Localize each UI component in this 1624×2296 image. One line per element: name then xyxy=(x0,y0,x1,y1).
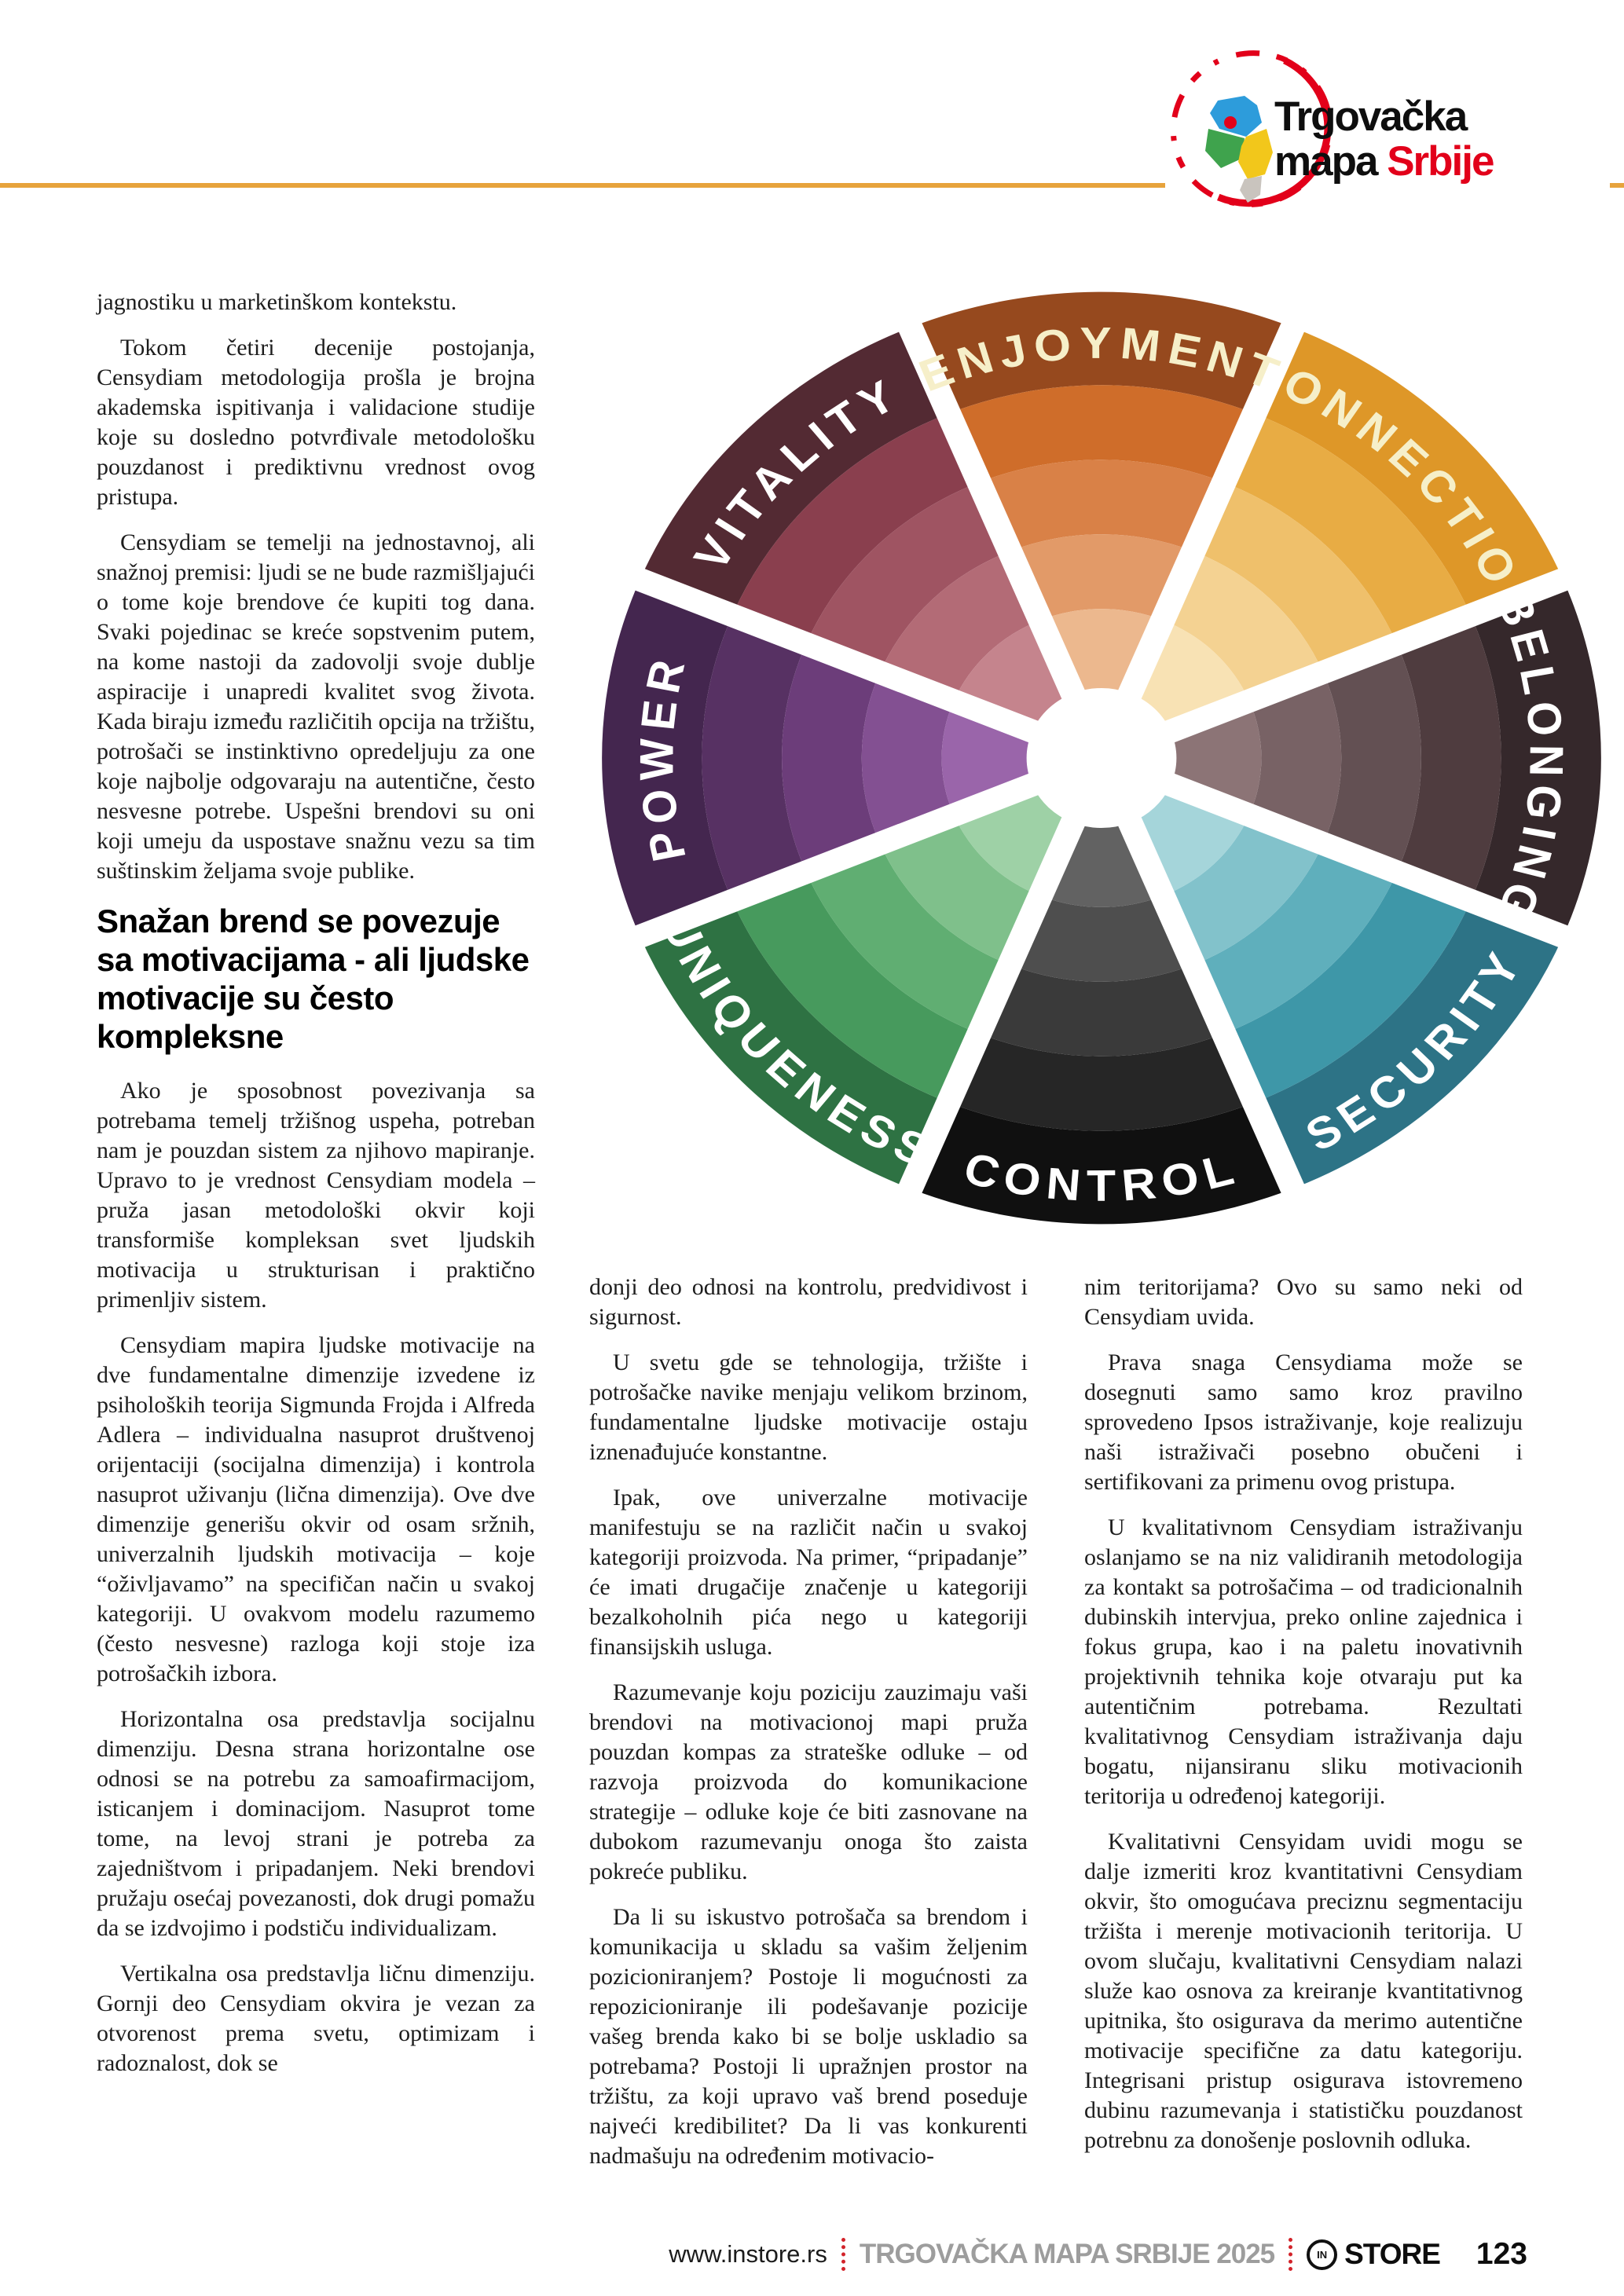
trgovacka-mapa-srbije-logo xyxy=(1169,28,1622,220)
article-paragraph: nim teritorijama? Ovo su samo neki od Censydiam uvida. xyxy=(1084,1274,1523,1330)
logo-line2-black: mapa xyxy=(1274,138,1388,185)
article-paragraph: Censydiam mapira ljudske motivacije na dve fundamentalne dimenzije izvedene iz psiholoških teorija Sigmunda Frojda i Alfreda Adlera – individualna nasuprot društvenoj orijentaciji (socijalna dimenzija) i kontrola nasuprot uživanju (lična dimenzija). Ove dve dimenzije generišu okvir od osam sržnih, univerzalnih ljudskih motivacija – koje “oživljavamo” na specifičan način u svakoj kategoriji. U ovakvom modelu razumemo (često nesvesne) razloga koji stoje iza potrošačkih izbora. xyxy=(97,1332,535,1686)
article-paragraph: Da li su iskustvo potrošača sa brendom i komunikacija u skladu sa vašim željenim pozicioniranjem? Postoje li mogućnosti za repozicioniranje ili podešavanje pozicije vašeg brenda kako bi se bolje uskladio sa potrebama? Postoji li upražnjen prostor na tržištu, za koji upravo vaš brend poseduje najveći kredibilitet? Da li vas konkurenti nadmašuju na određenim motivacio- xyxy=(589,1904,1028,2169)
article-paragraph: Ipak, ove univerzalne motivacije manifestuju se na različit način u svakoj kategoriji proizvoda. Na primer, “pripadanje” će imati drugačije značenje u kategoriji bezalkoholnih pića nego u kategoriji finansijskih usluga. xyxy=(589,1485,1028,1660)
article-paragraph: Tokom četiri decenije postojanja, Censydiam metodologija prošla je brojna akademska ispitivanja i validacione studije koje su dosledno potvrđivale metodološku pouzdanost i prediktivnu vrednost ovog pristupa. xyxy=(97,335,535,510)
instore-brand-logo xyxy=(1307,2238,1440,2271)
wheel-hub xyxy=(1028,689,1175,827)
in-circle-icon: IN xyxy=(1307,2239,1337,2270)
article-paragraph: Prava snaga Censydiama može se dosegnuti samo samo kroz pravilno sprovedeno Ipsos istraživanje, koje realizuju naši istraživači posebno obučeni i sertifikovani za primenu ovog pristupa. xyxy=(1084,1349,1523,1495)
logo-line2-red: Srbije xyxy=(1387,138,1494,185)
article-column-right xyxy=(1084,1273,1523,2171)
footer-divider-icon xyxy=(841,2238,845,2271)
article-paragraph: Kvalitativni Censyidam uvidi mogu se dalje izmeriti kroz kvantitativni Censydiam okvir, što omogućava preciznu segmentaciju tržišta i merenje motivacionih teritorija. U ovom slučaju, kvalitativni Censydiam nalazi služe kao osnova za kreiranje kvantitativnog upitnika, što osigurava da merimo autentične motivacije specifične za datu kategoriju. Integrisani pristup osigurava istovremeno dubinu razumevanja i statističku pouzdanost potrebnu za donošenje poslovnih odluka. xyxy=(1084,1829,1523,2153)
header-rule xyxy=(0,183,1165,188)
article-column-middle xyxy=(589,1273,1028,2187)
article-paragraph: U svetu gde se tehnologija, tržište i potrošačke navike menjaju velikom brzinom, fundamentalne ljudske motivacije ostaju iznenađujuće konstantne. xyxy=(589,1349,1028,1465)
article-paragraph: Razumevanje koju poziciju zauzimaju vaši brendovi na motivacionoj mapi pruža pouzdan kompas za strateške odluke – od razvoja proizvoda do komunikacione strategije – odluke koje će biti zasnovane na dubokom razumevanju onoga što zaista pokreće publiku. xyxy=(589,1679,1028,1884)
censydiam-wheel-diagram xyxy=(572,264,1624,1252)
store-wordmark: STORE xyxy=(1344,2238,1440,2270)
article-paragraph: Vertikalna osa predstavlja ličnu dimenziju. Gornji deo Censydiam okvira je vezan za otvorenost prema svetu, optimizam i radoznalost, dok se xyxy=(97,1961,535,2076)
article-paragraph: Censydiam se temelji na jednostavnoj, ali snažnoj premisi: ljudi se ne bude razmišljajući o tome koje brendove će kupiti tog dana. Svaki pojedinac se kreće sopstvenim putem, na kome nastoji da zadovolji svoje dublje aspiracije i unapredi kvalitet svog života. Kada biraju između različitih opcija na tržištu, potrošači se instinktivno opredeljuju za one koje najbolje odgovaraju na autentične, često nesvesne potrebe. Uspešni brendovi su oni koji umeju da uspostave snažnu vezu sa tim suštinskim željama svoje publike. xyxy=(97,529,535,884)
logo-line1: Trgovačka xyxy=(1274,93,1467,140)
issue-title: TRGOVAČKA MAPA SRBIJE 2025 xyxy=(859,2239,1275,2269)
article-paragraph: Horizontalna osa predstavlja socijalnu dimenziju. Desna strana horizontalne ose odnosi se na potrebu za samoafirmacijom, isticanjem i dominacijom. Nasuprot tome tome, na levoj strani je potreba za zajedništvom i pripadanjem. Neki brendovi pružaju osećaj povezanosti, dok drugi pomažu da se izdvojimo i podstiču individualizam. xyxy=(97,1706,535,1941)
section-heading: Snažan brend se povezuje sa motivacijama - ali ljudske motivacije su često kompleksne xyxy=(97,903,530,1055)
logo-line2 xyxy=(1274,138,1494,185)
page-number: 123 xyxy=(1476,2237,1527,2271)
article-paragraph: U kvalitativnom Censydiam istraživanju oslanjamo se na niz validiranih metodologija za kontakt sa potrošačima – od tradicionalnih dubinskih intervjua, preko online zajednica i fokus grupa, kao i na paletu inovativnih projektivnih tehnika koje otvaraju put ka autentičnim potrebama. Rezultati kvalitativnog Censydiam istraživanja daju bogatu, nijansiranu sliku motivacionih teritorija u određenoj kategoriji. xyxy=(1084,1514,1523,1809)
wheel-svg xyxy=(572,264,1624,1252)
article-paragraph: Ako je sposobnost povezivanja sa potrebama temelj tržišnog uspeha, potreban nam je pouzdan sistem za njihovo mapiranje. Upravo to je vrednost Censydiam modela – pruža jasan metodološki okvir koji transformiše kompleksan svet ljudskih motivacija u strukturisan i praktično primenljiv sistem. xyxy=(97,1078,535,1313)
article-column-left xyxy=(97,287,535,2094)
page-footer xyxy=(669,2237,1527,2272)
website-link[interactable]: www.instore.rs xyxy=(669,2240,827,2268)
article-paragraph: jagnostiku u marketinškom kontekstu. xyxy=(97,289,457,315)
article-paragraph: donji deo odnosi na kontrolu, predvidivost i sigurnost. xyxy=(589,1274,1028,1330)
footer-divider-icon xyxy=(1289,2238,1292,2271)
